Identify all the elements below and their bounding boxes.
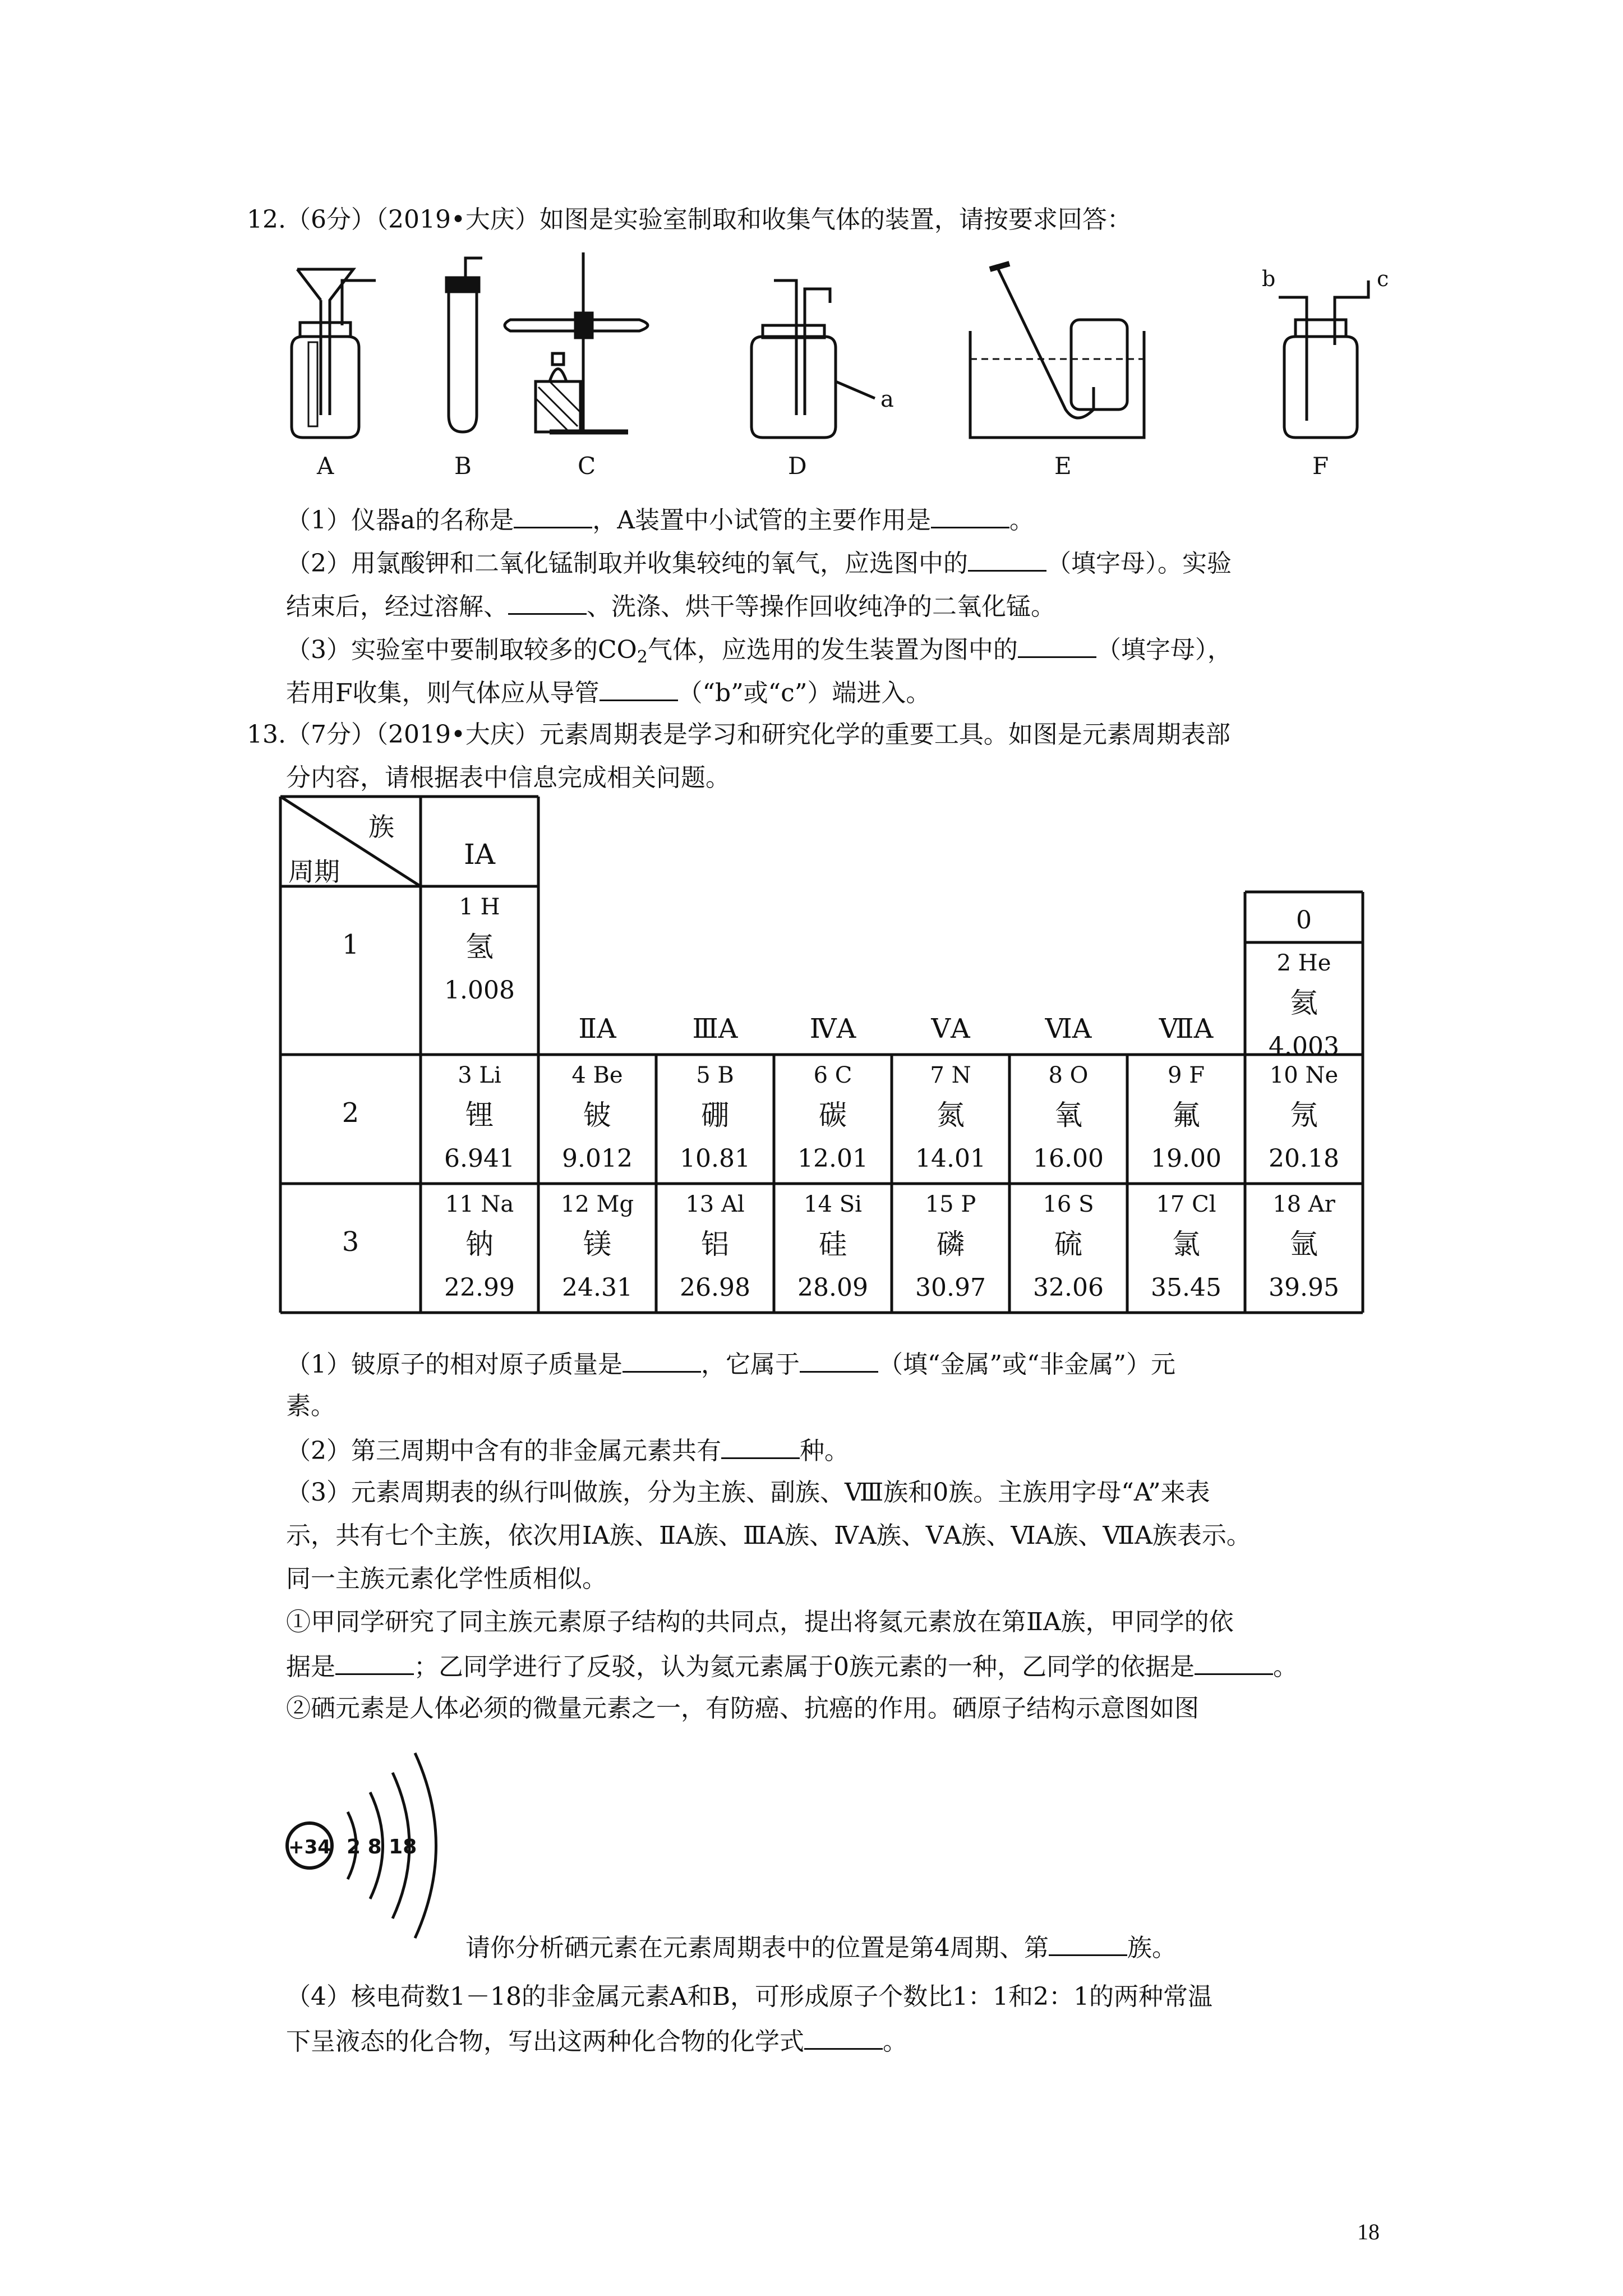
element-Ne-name: 氖 (1290, 1099, 1318, 1131)
label-F: F (1312, 452, 1329, 480)
label-a: a (880, 386, 894, 412)
element-Be-symbol: 4 Be (571, 1062, 623, 1088)
element-Li-mass: 6.941 (444, 1144, 515, 1173)
q13-stem-line2: 分内容，请根据表中信息完成相关问题。 (286, 763, 730, 792)
element-F-name: 氟 (1172, 1099, 1200, 1131)
header-period: 周期 (288, 857, 340, 887)
element-Al-symbol: 13 Al (685, 1191, 745, 1217)
element-Ne-mass: 20.18 (1269, 1144, 1339, 1173)
element-C-name: 碳 (819, 1099, 847, 1131)
electron-shells: 2 8 18 (347, 1835, 417, 1858)
group-label-3: ⅣA (809, 1013, 856, 1045)
q13-stem-line1: 13.（7分）（2019•大庆）元素周期表是学习和研究化学的重要工具。如图是元素周期表部 (247, 720, 1230, 749)
apparatus-e-icon (970, 264, 1144, 438)
element-Na-mass: 22.99 (444, 1273, 515, 1302)
q13-part3-line4: ①甲同学研究了同主族元素原子结构的共同点，提出将氦元素放在第ⅡA族，甲同学的依 (286, 1608, 1234, 1636)
q13-part4-line1: （4）核电荷数1－18的非金属元素A和B，可形成原子个数比1：1和2：1的两种常温 (286, 1982, 1213, 2011)
group-label-1: ⅡA (578, 1013, 616, 1045)
apparatus-c-icon (505, 252, 648, 432)
element-S-name: 硫 (1054, 1228, 1082, 1260)
period-label-1: 1 (342, 929, 359, 960)
element-S-mass: 32.06 (1033, 1273, 1104, 1302)
element-C-symbol: 6 C (813, 1062, 852, 1088)
q13-part3-line5: 据是 ；乙同学进行了反驳，认为氦元素属于0族元素的一种，乙同学的依据是 。 (286, 1649, 1298, 1684)
element-Mg-mass: 24.31 (562, 1273, 633, 1302)
element-He-name: 氦 (1290, 987, 1318, 1019)
period-label-2: 2 (342, 1097, 359, 1129)
element-P-mass: 30.97 (915, 1273, 986, 1302)
element-Ar-name: 氩 (1290, 1228, 1318, 1260)
apparatus-figure (269, 247, 1389, 482)
selenium-atom-diagram (280, 1745, 465, 1969)
element-Mg-symbol: 12 Mg (560, 1191, 634, 1217)
group-label-2: ⅢA (692, 1013, 738, 1045)
q12-part2-line2: 结束后，经过溶解、 、洗涤、烘干等操作回收纯净的二氧化锰。 (286, 588, 1055, 624)
label-A: A (317, 452, 334, 480)
q13-part3-line7: 请你分析硒元素在元素周期表中的位置是第4周期、第 族。 (465, 1930, 1177, 1965)
element-He-mass: 4.003 (1269, 1032, 1339, 1061)
element-H-name: 氢 (465, 931, 494, 963)
element-P-symbol: 15 P (925, 1191, 976, 1217)
element-Mg-name: 镁 (583, 1228, 611, 1260)
element-B-mass: 10.81 (680, 1144, 750, 1173)
element-Cl-name: 氯 (1172, 1228, 1200, 1260)
q13-part3-line1: （3）元素周期表的纵行叫做族，分为主族、副族、Ⅷ族和0族。主族用字母“A”来表 (286, 1478, 1210, 1507)
element-Ne-symbol: 10 Ne (1269, 1062, 1339, 1088)
q13-part1-line1: （1）铍原子的相对原子质量是 ，它属于 （填“金属”或“非金属”）元 (286, 1346, 1175, 1382)
q12-part3-line2: 若用F收集，则气体应从导管 （“b”或“c”）端进入。 (286, 675, 930, 710)
q12-part1: （1）仪器a的名称是 ，A装置中小试管的主要作用是 。 (286, 502, 1034, 537)
q12-part2-line1: （2）用氯酸钾和二氧化锰制取并收集较纯的氧气，应选图中的 （填字母）。实验 (286, 545, 1232, 581)
label-C: C (578, 452, 596, 480)
element-He-symbol: 2 He (1276, 950, 1331, 976)
period-label-3: 3 (342, 1226, 359, 1258)
label-B: B (454, 452, 472, 480)
q13-part4-line2: 下呈液态的化合物，写出这两种化合物的化学式 。 (286, 2023, 907, 2059)
q12-part3-line1: （3）实验室中要制取较多的$CO_2$气体，应选用的发生装置为图中的 （填字母）， (286, 632, 1232, 674)
q13-part3-line3: 同一主族元素化学性质相似。 (286, 1565, 607, 1593)
element-Li-name: 锂 (465, 1099, 494, 1131)
periodic-table (280, 797, 1391, 1318)
q13-part3-line6: ②硒元素是人体必须的微量元素之一，有防癌、抗癌的作用。硒原子结构示意图如图 (286, 1694, 1199, 1723)
header-group: 族 (368, 812, 394, 842)
element-Cl-symbol: 17 Cl (1156, 1191, 1216, 1217)
label-D: D (788, 452, 807, 480)
element-C-mass: 12.01 (797, 1144, 868, 1173)
element-S-symbol: 16 S (1043, 1191, 1094, 1217)
page-number: 18 (1357, 2219, 1380, 2244)
element-Cl-mass: 35.45 (1151, 1273, 1221, 1302)
element-H-symbol: 1 H (459, 894, 500, 920)
label-b: b (1262, 266, 1276, 291)
label-c: c (1377, 266, 1389, 291)
element-P-name: 磷 (937, 1228, 965, 1260)
label-E: E (1054, 452, 1072, 480)
apparatus-b-icon (446, 258, 482, 432)
element-B-symbol: 5 B (696, 1062, 734, 1088)
element-F-mass: 19.00 (1151, 1144, 1221, 1173)
element-Si-mass: 28.09 (797, 1273, 868, 1302)
element-O-name: 氧 (1054, 1099, 1082, 1131)
group-label-5: ⅥA (1045, 1013, 1092, 1045)
q12-stem: 12.（6分）（2019•大庆）如图是实验室制取和收集气体的装置，请按要求回答： (247, 205, 1132, 234)
element-O-mass: 16.00 (1033, 1144, 1104, 1173)
element-B-name: 硼 (701, 1099, 729, 1131)
element-Li-symbol: 3 Li (458, 1062, 501, 1088)
element-N-mass: 14.01 (915, 1144, 986, 1173)
element-Si-symbol: 14 Si (804, 1191, 862, 1217)
element-Be-mass: 9.012 (562, 1144, 633, 1173)
apparatus-f-icon (1279, 280, 1368, 438)
element-N-name: 氮 (937, 1099, 965, 1131)
element-Al-name: 铝 (701, 1228, 729, 1260)
element-Al-mass: 26.98 (680, 1273, 750, 1302)
apparatus-a-icon (292, 269, 376, 438)
group-label-4: ⅤA (931, 1013, 970, 1045)
element-F-symbol: 9 F (1168, 1062, 1205, 1088)
element-N-symbol: 7 N (930, 1062, 971, 1088)
q13-part3-line2: 示，共有七个主族，依次用ⅠA族、ⅡA族、ⅢA族、ⅣA族、ⅤA族、ⅥA族、ⅦA族表示。 (286, 1521, 1251, 1550)
apparatus-d-icon (751, 280, 875, 438)
group-label-0: 0 (1296, 906, 1312, 935)
q13-part2: （2）第三周期中含有的非金属元素共有 种。 (286, 1433, 849, 1468)
element-Si-name: 硅 (819, 1228, 847, 1260)
q13-part1-line2: 素。 (286, 1392, 335, 1420)
element-H-mass: 1.008 (444, 976, 515, 1005)
group-label-6: ⅦA (1159, 1013, 1214, 1045)
element-O-symbol: 8 O (1048, 1062, 1089, 1088)
group-label-IA: ⅠA (464, 838, 495, 871)
element-Ar-symbol: 18 Ar (1272, 1191, 1335, 1217)
element-Na-name: 钠 (465, 1228, 494, 1260)
element-Ar-mass: 39.95 (1269, 1273, 1339, 1302)
nucleus-charge: +34 (288, 1836, 331, 1858)
element-Na-symbol: 11 Na (445, 1191, 514, 1217)
element-Be-name: 铍 (583, 1099, 611, 1131)
